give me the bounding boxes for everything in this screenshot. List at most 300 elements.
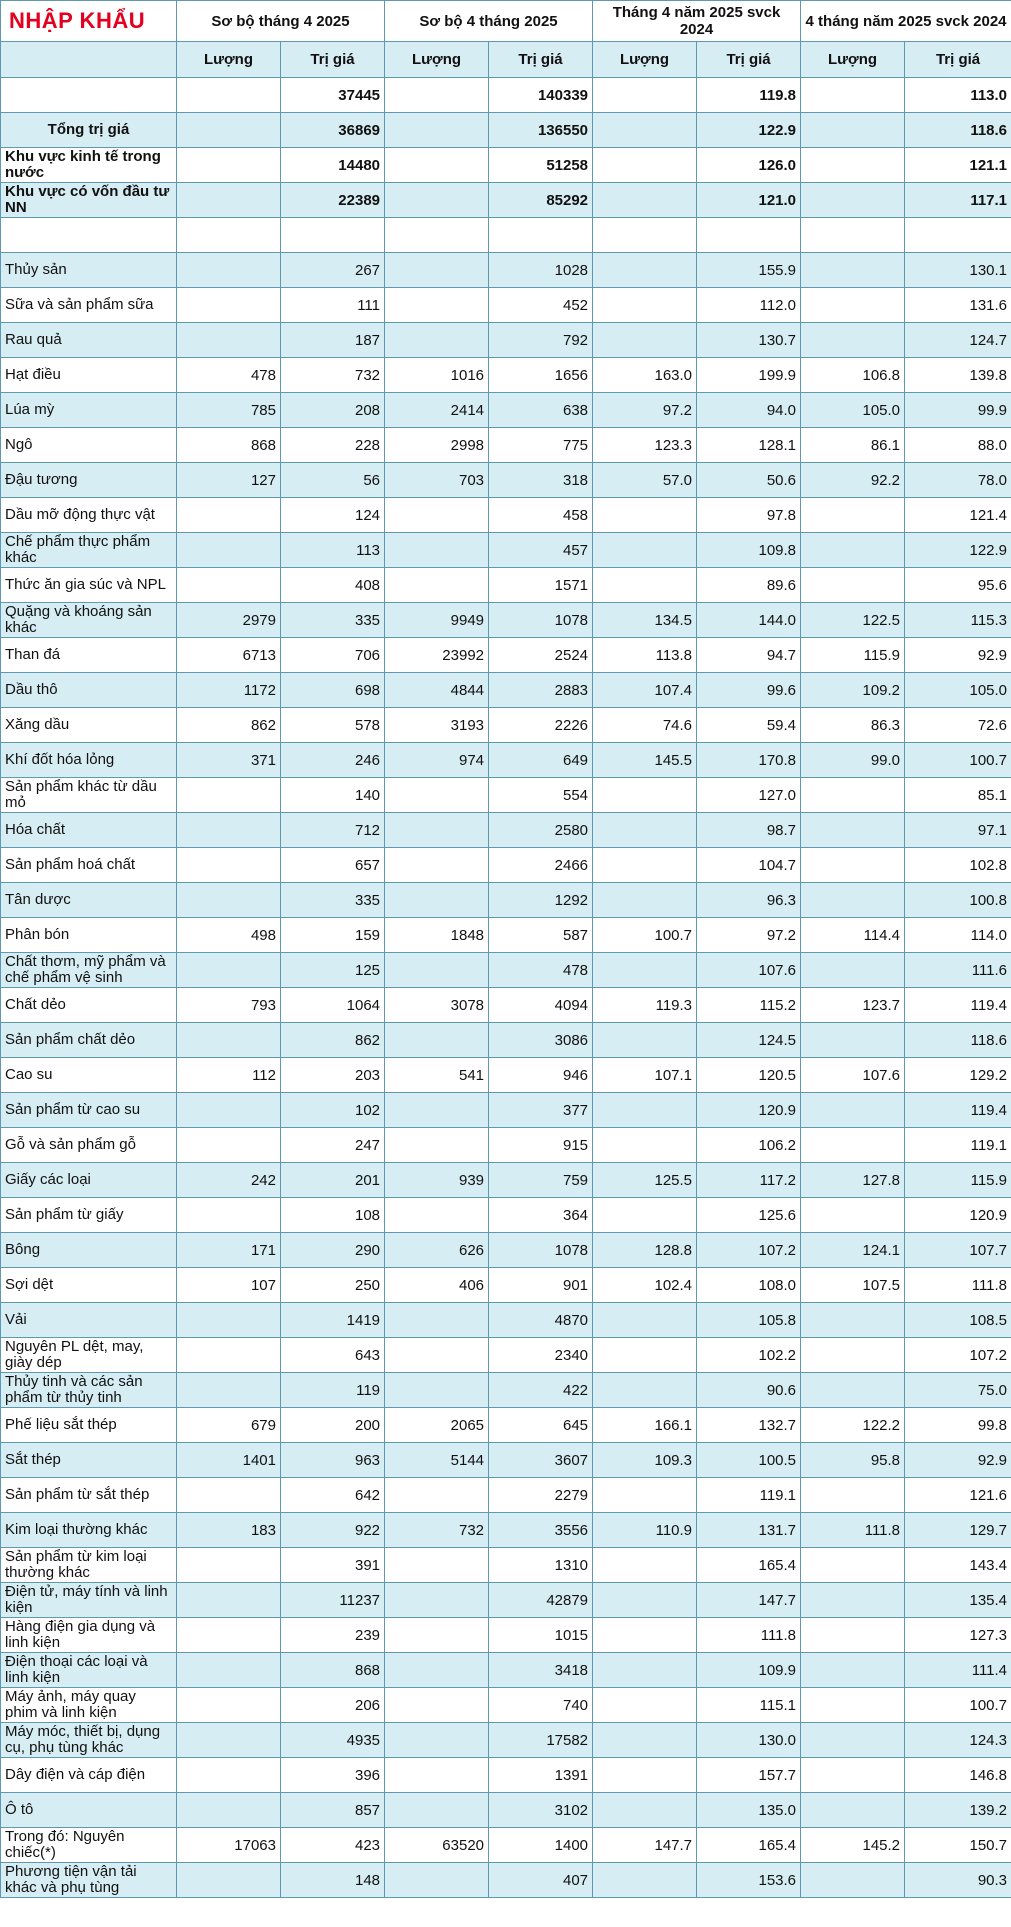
cell-value [385,253,489,288]
cell-value: 2466 [489,848,593,883]
cell-value: 183 [177,1513,281,1548]
cell-value [177,778,281,813]
cell-value: 145.5 [593,743,697,778]
table-row [1,918,1011,953]
table-row [1,708,1011,743]
cell-value [801,568,905,603]
cell-value [593,253,697,288]
cell-value: 228 [281,428,385,463]
cell-value: 1015 [489,1618,593,1653]
cell-value: 22389 [281,183,385,218]
cell-value: 112.0 [697,288,801,323]
cell-value: 120.5 [697,1058,801,1093]
cell-value [177,323,281,358]
cell-value: 85.1 [905,778,1011,813]
cell-value: 1848 [385,918,489,953]
cell-value: 129.7 [905,1513,1011,1548]
cell-value [177,533,281,568]
subheader: Lượng [801,42,905,78]
table-row [1,568,1011,603]
cell-value: 159 [281,918,385,953]
cell-value [177,1128,281,1163]
cell-value [593,113,697,148]
table-row [1,1093,1011,1128]
cell-value: 2226 [489,708,593,743]
cell-value: 144.0 [697,603,801,638]
cell-value: 706 [281,638,385,673]
cell-value: 111.4 [905,1653,1011,1688]
cell-value [801,1618,905,1653]
cell-value: 732 [385,1513,489,1548]
header-row-groups [1,1,1011,42]
cell-value: 740 [489,1688,593,1723]
row-label: Sợi dệt [1,1268,177,1303]
cell-value: 642 [281,1478,385,1513]
cell-value [801,848,905,883]
table-row [1,1338,1011,1373]
cell-value [801,183,905,218]
cell-value: 135.4 [905,1583,1011,1618]
table-row [1,988,1011,1023]
cell-value [385,218,489,253]
cell-value [385,1303,489,1338]
cell-value [177,848,281,883]
cell-value: 107.4 [593,673,697,708]
cell-value: 120.9 [905,1198,1011,1233]
cell-value: 946 [489,1058,593,1093]
cell-value: 3193 [385,708,489,743]
cell-value: 478 [489,953,593,988]
cell-value: 107.2 [905,1338,1011,1373]
table-row [1,498,1011,533]
group-header: Sơ bộ tháng 4 2025 [177,1,385,42]
table-row [1,1688,1011,1723]
cell-value: 51258 [489,148,593,183]
cell-value: 119.3 [593,988,697,1023]
cell-value: 901 [489,1268,593,1303]
row-label: Đậu tương [1,463,177,498]
cell-value [385,883,489,918]
cell-value: 123.3 [593,428,697,463]
cell-value [385,1478,489,1513]
cell-value [177,1198,281,1233]
row-label: Phế liệu sắt thép [1,1408,177,1443]
table-row [1,603,1011,638]
cell-value: 792 [489,323,593,358]
cell-value: 99.9 [905,393,1011,428]
cell-value [593,813,697,848]
cell-value [593,78,697,113]
cell-value: 3102 [489,1793,593,1828]
cell-value: 23992 [385,638,489,673]
cell-value: 113 [281,533,385,568]
cell-value: 96.3 [697,883,801,918]
cell-value [593,1723,697,1758]
cell-value: 100.7 [905,743,1011,778]
table-row [1,953,1011,988]
cell-value [177,1373,281,1408]
cell-value [385,848,489,883]
cell-value [593,1093,697,1128]
table-row [1,1513,1011,1548]
cell-value [801,113,905,148]
cell-value: 1078 [489,603,593,638]
subheader: Lượng [593,42,697,78]
cell-value [177,1653,281,1688]
cell-value: 128.1 [697,428,801,463]
cell-value [177,253,281,288]
cell-value: 108.0 [697,1268,801,1303]
table-row [1,1653,1011,1688]
cell-value: 105.0 [905,673,1011,708]
cell-value: 42879 [489,1583,593,1618]
cell-value: 146.8 [905,1758,1011,1793]
cell-value: 99.8 [905,1408,1011,1443]
cell-value: 364 [489,1198,593,1233]
cell-value: 200 [281,1408,385,1443]
cell-value: 136550 [489,113,593,148]
cell-value: 3078 [385,988,489,1023]
cell-value [593,148,697,183]
row-label: Giấy các loại [1,1163,177,1198]
cell-value: 114.0 [905,918,1011,953]
table-row [1,288,1011,323]
cell-value: 862 [177,708,281,743]
cell-value [801,1303,905,1338]
cell-value: 109.3 [593,1443,697,1478]
cell-value [801,1758,905,1793]
cell-value: 139.2 [905,1793,1011,1828]
row-label: Sắt thép [1,1443,177,1478]
cell-value: 119.1 [697,1478,801,1513]
cell-value: 57.0 [593,463,697,498]
cell-value: 78.0 [905,463,1011,498]
table-body [1,78,1011,1898]
cell-value: 698 [281,673,385,708]
subheader: Trị giá [905,42,1011,78]
table-row [1,1828,1011,1863]
cell-value: 95.6 [905,568,1011,603]
table-row [1,1548,1011,1583]
cell-value: 127.0 [697,778,801,813]
header-row-subheaders [1,42,1011,78]
table-row [1,1058,1011,1093]
cell-value: 4844 [385,673,489,708]
row-label [1,78,177,113]
cell-value: 117.1 [905,183,1011,218]
cell-value: 140 [281,778,385,813]
cell-value [593,323,697,358]
cell-value: 14480 [281,148,385,183]
cell-value [593,288,697,323]
cell-value: 36869 [281,113,385,148]
table-row [1,393,1011,428]
cell-value: 102.4 [593,1268,697,1303]
cell-value [801,218,905,253]
cell-value [177,1548,281,1583]
cell-value: 199.9 [697,358,801,393]
cell-value: 131.6 [905,288,1011,323]
cell-value: 63520 [385,1828,489,1863]
cell-value: 17063 [177,1828,281,1863]
cell-value [593,1338,697,1373]
cell-value [177,1583,281,1618]
table-row [1,848,1011,883]
cell-value: 121.6 [905,1478,1011,1513]
row-label: Thức ăn gia súc và NPL [1,568,177,603]
cell-value [905,218,1011,253]
cell-value: 108.5 [905,1303,1011,1338]
row-label: Sản phẩm chất dẻo [1,1023,177,1058]
cell-value [385,1373,489,1408]
cell-value [177,78,281,113]
cell-value: 423 [281,1828,385,1863]
cell-value [593,1583,697,1618]
cell-value [385,113,489,148]
cell-value: 150.7 [905,1828,1011,1863]
cell-value: 148 [281,1863,385,1898]
cell-value [177,1303,281,1338]
cell-value: 119.8 [697,78,801,113]
cell-value: 643 [281,1338,385,1373]
cell-value [177,953,281,988]
cell-value: 56 [281,463,385,498]
cell-value: 145.2 [801,1828,905,1863]
row-label: Vải [1,1303,177,1338]
cell-value [801,778,905,813]
cell-value [385,1758,489,1793]
cell-value: 122.5 [801,603,905,638]
cell-value: 107 [177,1268,281,1303]
group-header: 4 tháng năm 2025 svck 2024 [801,1,1011,42]
subheader-blank [1,42,177,78]
cell-value: 102.8 [905,848,1011,883]
cell-value [177,1758,281,1793]
cell-value: 335 [281,883,385,918]
cell-value [177,1793,281,1828]
cell-value [593,1373,697,1408]
row-label: Chế phẩm thực phẩm khác [1,533,177,568]
row-label: Hàng điện gia dụng và linh kiện [1,1618,177,1653]
cell-value: 6713 [177,638,281,673]
cell-value [177,1863,281,1898]
cell-value: 111 [281,288,385,323]
cell-value: 242 [177,1163,281,1198]
table-row [1,533,1011,568]
row-label: Sữa và sản phẩm sữa [1,288,177,323]
cell-value: 98.7 [697,813,801,848]
cell-value: 119 [281,1373,385,1408]
cell-value: 107.2 [697,1233,801,1268]
cell-value: 94.7 [697,638,801,673]
cell-value: 124.5 [697,1023,801,1058]
cell-value: 2883 [489,673,593,708]
cell-value [177,183,281,218]
cell-value [801,323,905,358]
cell-value: 1016 [385,358,489,393]
cell-value: 868 [281,1653,385,1688]
row-label: Thủy tinh và các sản phẩm từ thủy tinh [1,1373,177,1408]
cell-value [801,1653,905,1688]
cell-value [385,1128,489,1163]
row-label: Rau quả [1,323,177,358]
cell-value: 645 [489,1408,593,1443]
cell-value: 97.2 [697,918,801,953]
row-label: Sản phẩm từ cao su [1,1093,177,1128]
cell-value: 17582 [489,1723,593,1758]
cell-value: 95.8 [801,1443,905,1478]
cell-value: 335 [281,603,385,638]
cell-value: 407 [489,1863,593,1898]
row-label: Sản phẩm khác từ dầu mỏ [1,778,177,813]
cell-value [177,568,281,603]
cell-value: 554 [489,778,593,813]
cell-value: 125.6 [697,1198,801,1233]
cell-value: 2065 [385,1408,489,1443]
cell-value: 862 [281,1023,385,1058]
cell-value: 130.0 [697,1723,801,1758]
table-row [1,813,1011,848]
row-label: Chất thơm, mỹ phẩm và chế phẩm vệ sinh [1,953,177,988]
table-row [1,1023,1011,1058]
cell-value: 649 [489,743,593,778]
cell-value [593,848,697,883]
table-row [1,1723,1011,1758]
table-row [1,218,1011,253]
row-label: Thủy sản [1,253,177,288]
cell-value: 37445 [281,78,385,113]
cell-value [177,1723,281,1758]
cell-value: 124.1 [801,1233,905,1268]
cell-value: 107.7 [905,1233,1011,1268]
row-label: Sản phẩm từ kim loại thường khác [1,1548,177,1583]
cell-value: 124.3 [905,1723,1011,1758]
cell-value: 478 [177,358,281,393]
cell-value: 391 [281,1548,385,1583]
cell-value: 115.3 [905,603,1011,638]
cell-value: 963 [281,1443,385,1478]
cell-value [801,498,905,533]
cell-value: 147.7 [697,1583,801,1618]
cell-value: 127.3 [905,1618,1011,1653]
cell-value: 115.9 [801,638,905,673]
cell-value [801,1688,905,1723]
cell-value: 115.1 [697,1688,801,1723]
cell-value: 147.7 [593,1828,697,1863]
table-row [1,1758,1011,1793]
row-label: Dầu thô [1,673,177,708]
cell-value [385,1548,489,1583]
cell-value: 1419 [281,1303,385,1338]
cell-value: 157.7 [697,1758,801,1793]
cell-value [385,498,489,533]
row-label: Lúa mỳ [1,393,177,428]
cell-value: 11237 [281,1583,385,1618]
cell-value [385,1618,489,1653]
cell-value: 119.1 [905,1128,1011,1163]
cell-value [801,1373,905,1408]
cell-value: 121.1 [905,148,1011,183]
cell-value: 4094 [489,988,593,1023]
table-row [1,1128,1011,1163]
cell-value [385,1093,489,1128]
cell-value [385,953,489,988]
cell-value: 124.7 [905,323,1011,358]
cell-value [801,1023,905,1058]
cell-value: 97.2 [593,393,697,428]
cell-value: 3418 [489,1653,593,1688]
cell-value: 107.1 [593,1058,697,1093]
cell-value: 125.5 [593,1163,697,1198]
cell-value: 110.9 [593,1513,697,1548]
cell-value [177,1093,281,1128]
cell-value: 100.8 [905,883,1011,918]
cell-value [177,218,281,253]
subheader: Trị giá [697,42,801,78]
cell-value: 922 [281,1513,385,1548]
cell-value [593,778,697,813]
cell-value [801,78,905,113]
cell-value [177,148,281,183]
cell-value: 128.8 [593,1233,697,1268]
table-row [1,148,1011,183]
table-row [1,463,1011,498]
cell-value: 163.0 [593,358,697,393]
table-row [1,113,1011,148]
row-label: Gỗ và sản phẩm gỗ [1,1128,177,1163]
cell-value: 1078 [489,1233,593,1268]
cell-value: 109.2 [801,673,905,708]
cell-value: 129.2 [905,1058,1011,1093]
cell-value: 130.7 [697,323,801,358]
row-label: Tân dược [1,883,177,918]
row-label: Phân bón [1,918,177,953]
cell-value [593,1478,697,1513]
cell-value [385,1688,489,1723]
cell-value: 94.0 [697,393,801,428]
cell-value: 113.0 [905,78,1011,113]
table-row [1,778,1011,813]
cell-value [593,1548,697,1583]
cell-value: 97.1 [905,813,1011,848]
cell-value: 134.5 [593,603,697,638]
cell-value: 1172 [177,673,281,708]
row-label: Nguyên PL dệt, may, giày dép [1,1338,177,1373]
cell-value: 100.7 [593,918,697,953]
cell-value [801,1723,905,1758]
table-row [1,1268,1011,1303]
cell-value [385,1723,489,1758]
cell-value [593,1303,697,1338]
cell-value: 99.6 [697,673,801,708]
row-label: Khu vực kinh tế trong nước [1,148,177,183]
cell-value [385,1198,489,1233]
row-label: Chất dẻo [1,988,177,1023]
row-label: Kim loại thường khác [1,1513,177,1548]
cell-value: 92.9 [905,1443,1011,1478]
cell-value [801,1128,905,1163]
cell-value: 679 [177,1408,281,1443]
row-label: Tổng trị giá [1,113,177,148]
cell-value: 122.2 [801,1408,905,1443]
cell-value: 166.1 [593,1408,697,1443]
cell-value: 1571 [489,568,593,603]
cell-value [801,1548,905,1583]
cell-value [593,1758,697,1793]
cell-value: 2580 [489,813,593,848]
row-label: Dầu mỡ động thực vật [1,498,177,533]
subheader: Lượng [385,42,489,78]
